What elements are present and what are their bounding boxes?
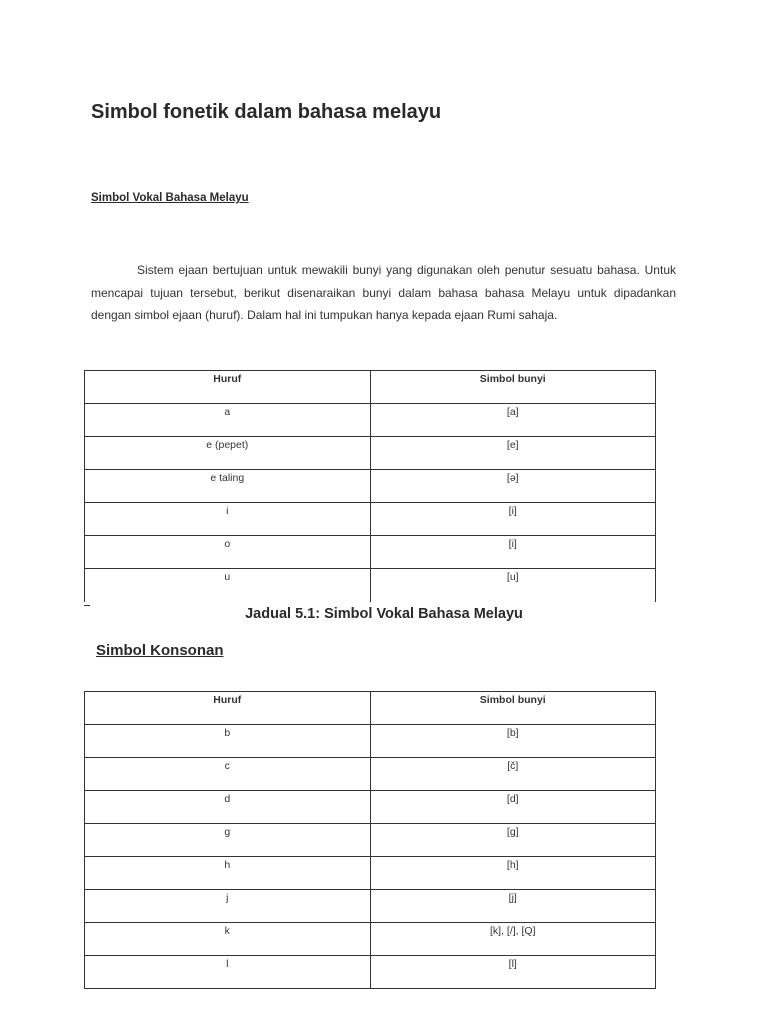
vokal-table-caption: Jadual 5.1: Simbol Vokal Bahasa Melayu (245, 606, 523, 622)
cell-text: k (224, 925, 230, 937)
section-heading-vokal: Simbol Vokal Bahasa Melayu (91, 192, 249, 204)
column-header-label: Simbol bunyi (479, 373, 546, 385)
cell-text: b (224, 727, 231, 739)
table-cell-simbol (370, 437, 656, 470)
column-header-label: Huruf (213, 694, 242, 706)
table-row (85, 923, 656, 956)
table-row (85, 437, 656, 470)
cell-text: [k], [/], [Q] (489, 925, 536, 937)
cell-text: l (226, 958, 229, 970)
table-row (85, 758, 656, 791)
column-header-simbol-bunyi (370, 371, 656, 404)
column-header-label: Simbol bunyi (479, 694, 546, 706)
konsonan-table (84, 691, 656, 989)
table-cell-huruf (85, 890, 371, 923)
table-cell-simbol (370, 890, 656, 923)
cell-text: [u] (506, 571, 519, 583)
cell-text: [b] (506, 727, 519, 739)
cell-text: [h] (506, 859, 519, 871)
cell-text: g (224, 826, 231, 838)
cell-text: [i] (508, 538, 517, 550)
table-row (85, 824, 656, 857)
cell-text: [a] (506, 406, 519, 418)
table-row (85, 725, 656, 758)
table-cell-huruf (85, 923, 371, 956)
table-cell-huruf (85, 758, 371, 791)
table-row (85, 569, 656, 602)
cell-text: i (226, 505, 229, 517)
column-header-huruf (85, 692, 371, 725)
cell-text: [d] (506, 793, 519, 805)
table-row (85, 503, 656, 536)
cell-text: u (224, 571, 231, 583)
vokal-table (84, 370, 656, 602)
cell-text: c (224, 760, 230, 772)
table-cell-simbol (370, 536, 656, 569)
cell-text: a (224, 406, 231, 418)
cell-text: j (226, 892, 229, 904)
column-header-label: Huruf (213, 373, 242, 385)
table-cell-huruf (85, 857, 371, 890)
table-cell-simbol (370, 791, 656, 824)
table-cell-huruf (85, 569, 371, 602)
table-cell-simbol (370, 857, 656, 890)
table-header-row (85, 692, 656, 725)
table-cell-simbol (370, 923, 656, 956)
cell-text: [č] (507, 760, 519, 772)
column-header-huruf (85, 371, 371, 404)
cell-text: d (224, 793, 231, 805)
table-cell-simbol (370, 470, 656, 503)
table-cell-simbol (370, 569, 656, 602)
table-row (85, 404, 656, 437)
table-header-row (85, 371, 656, 404)
table-cell-simbol (370, 503, 656, 536)
table-row (85, 791, 656, 824)
cell-text: [l] (508, 958, 517, 970)
table-cell-huruf (85, 536, 371, 569)
table-cell-simbol (370, 824, 656, 857)
intro-paragraph (91, 259, 676, 327)
table-row (85, 536, 656, 569)
section-heading-konsonan: Simbol Konsonan (96, 642, 224, 659)
column-header-simbol-bunyi (370, 692, 656, 725)
cell-text: h (224, 859, 231, 871)
table-cell-huruf (85, 956, 371, 989)
table-cell-simbol (370, 758, 656, 791)
table-cell-simbol (370, 725, 656, 758)
table-row (85, 470, 656, 503)
table-row (85, 890, 656, 923)
cell-text: e taling (210, 472, 245, 484)
table-cell-huruf (85, 503, 371, 536)
table-cell-huruf (85, 725, 371, 758)
cell-text: [j] (508, 892, 517, 904)
table-cell-huruf (85, 824, 371, 857)
table-row (85, 956, 656, 989)
table-cell-simbol (370, 404, 656, 437)
cell-text: o (224, 538, 231, 550)
table-cell-huruf (85, 437, 371, 470)
table-cell-huruf (85, 404, 371, 437)
page-title: Simbol fonetik dalam bahasa melayu (91, 101, 442, 123)
intro-text: Sistem ejaan bertujuan untuk mewakili bunyi yang digunakan oleh penutur sesuatu bahasa. Untuk mencapai tujuan tersebut, berikut disenaraikan bunyi dalam bahasa bahasa Melayu untuk dipadankan dengan simbol ejaan (huruf). Dalam hal ini tumpukan hanya kepada ejaan Rumi sahaja. (91, 263, 676, 322)
table-cell-huruf (85, 791, 371, 824)
table-cell-simbol (370, 956, 656, 989)
cell-text: e (pepet) (206, 439, 249, 451)
table-cell-huruf (85, 470, 371, 503)
cell-text: [ə] (506, 472, 519, 484)
cell-text: [e] (506, 439, 519, 451)
cell-text: [g] (506, 826, 519, 838)
cell-text: [i] (508, 505, 517, 517)
table-row (85, 857, 656, 890)
